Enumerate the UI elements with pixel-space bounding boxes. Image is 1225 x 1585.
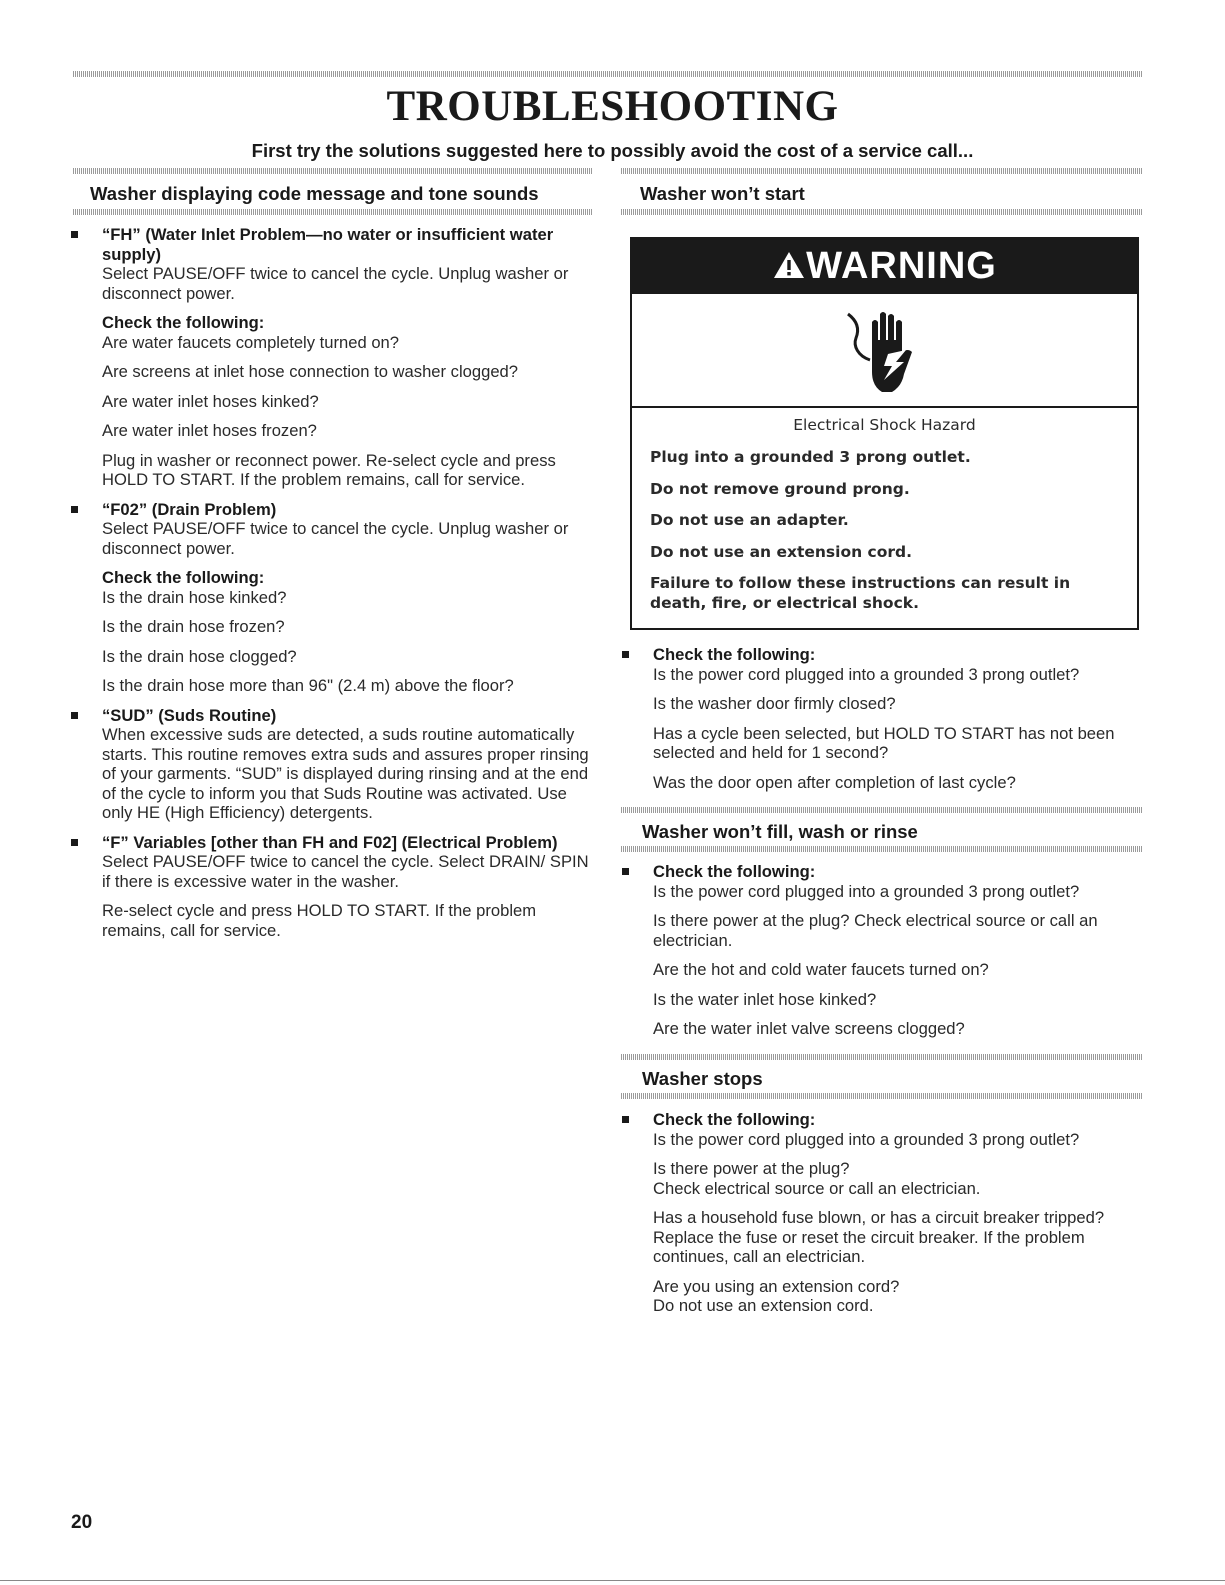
fill-heading-rule-bottom [621, 846, 1142, 852]
washer-stops-checks [622, 1110, 1142, 1326]
section-heading-code-message: Washer displaying code message and tone sounds [90, 183, 539, 204]
warning-line: Do not remove ground prong. [650, 479, 910, 498]
right-heading-rule-top [621, 168, 1142, 174]
item-title: “F” Variables [other than FH and F02] (Electrical Problem) [102, 832, 558, 852]
page-subtitle: First try the solutions suggested here to possibly avoid the cost of a service call... [251, 140, 974, 161]
warning-text [632, 408, 1137, 613]
check-line: Is the drain hose clogged? [102, 646, 297, 666]
check-label: Check the following: [102, 313, 265, 332]
hazard-title: Electrical Shock Hazard [793, 416, 976, 434]
check-line: Is the drain hose kinked? [102, 587, 287, 607]
check-line: Are water faucets completely turned on? [102, 332, 400, 352]
check-line: Is the power cord plugged into a grounded 3 prong outlet? [653, 664, 1080, 684]
check-line: Is the washer door firmly closed? [653, 694, 896, 713]
left-heading-rule-bottom [73, 209, 593, 215]
list-item-start-check [622, 645, 1142, 792]
check-line: Are water inlet hoses kinked? [102, 391, 319, 411]
check-line: Is the drain hose more than 96" (2.4 m) above the floor? [102, 676, 514, 695]
stops-heading-rule-bottom [621, 1093, 1142, 1099]
bullet-icon [71, 712, 78, 719]
warning-line: Do not use an adapter. [650, 511, 849, 529]
top-rule [73, 71, 1142, 77]
item-text: Re-select cycle and press HOLD TO START. If the problem remains, call for service. [102, 901, 537, 940]
check-line: Are the water inlet valve screens clogged? [653, 1019, 965, 1038]
check-line: Has a cycle been selected, but HOLD TO START has not been selected and held for 1 second? [653, 723, 1115, 762]
list-item-stops-check [622, 1110, 1142, 1316]
warning-band [632, 239, 1137, 294]
check-line: Has a household fuse blown, or has a circuit breaker tripped? Replace the fuse or reset the circuit breaker. If the problem continues, call an electrician. [653, 1208, 1105, 1266]
list-item-f02 [71, 500, 593, 696]
page-number: 20 [71, 1512, 93, 1533]
right-heading-rule-bottom [621, 209, 1142, 215]
check-line: Is the drain hose frozen? [102, 617, 285, 636]
list-item-sud [71, 706, 593, 823]
check-line: Check electrical source or call an electrician. [653, 1178, 981, 1198]
check-line: Is the water inlet hose kinked? [653, 989, 877, 1009]
check-line: Are water inlet hoses frozen? [102, 421, 317, 440]
item-title: “F02” (Drain Problem) [102, 499, 277, 519]
shock-icon-area [632, 294, 1137, 408]
check-line: Is the power cord plugged into a grounded 3 prong outlet? [653, 1129, 1080, 1149]
item-text: Select PAUSE/OFF twice to cancel the cycle. Unplug washer or disconnect power. [102, 264, 569, 303]
check-line: Are the hot and cold water faucets turned on? [653, 960, 989, 979]
bottom-edge-line [0, 1580, 1225, 1581]
check-line: Is there power at the plug? [653, 1159, 850, 1178]
wont-fill-checks [622, 862, 1142, 1049]
item-text: Select PAUSE/OFF twice to cancel the cycle. Unplug washer or disconnect power. [102, 519, 569, 558]
fill-heading-rule-top [621, 807, 1142, 813]
bullet-icon [71, 231, 78, 238]
check-line: Was the door open after completion of last cycle? [653, 772, 1016, 792]
list-item-f-variables [71, 833, 593, 941]
list-item-fh [71, 225, 593, 490]
bullet-icon [71, 506, 78, 513]
section-heading-wont-start: Washer won’t start [640, 183, 805, 204]
warning-line: Do not use an extension cord. [650, 542, 913, 561]
list-item-fill-check [622, 862, 1142, 1039]
warning-triangle-icon [772, 250, 806, 280]
bullet-icon [71, 839, 78, 846]
electrical-shock-hand-icon [842, 300, 928, 400]
check-line: Are you using an extension cord? [653, 1276, 900, 1296]
check-label: Check the following: [653, 862, 816, 881]
section-heading-wont-fill: Washer won’t fill, wash or rinse [642, 821, 918, 842]
item-title: “SUD” (Suds Routine) [102, 705, 277, 725]
bullet-icon [622, 1116, 629, 1123]
warning-label: WARNING [806, 245, 997, 287]
warning-box [630, 237, 1139, 630]
check-line: Are screens at inlet hose connection to washer clogged? [102, 362, 519, 381]
check-label: Check the following: [653, 1110, 816, 1129]
check-line: Do not use an extension cord. [653, 1296, 874, 1315]
check-label: Check the following: [653, 645, 816, 664]
section-heading-washer-stops: Washer stops [642, 1068, 763, 1089]
left-column [71, 225, 593, 950]
page-title: TROUBLESHOOTING [386, 83, 839, 130]
wont-start-checks [622, 645, 1142, 802]
stops-heading-rule-top [621, 1054, 1142, 1060]
warning-line: Plug into a grounded 3 prong outlet. [650, 448, 971, 466]
check-line: Is there power at the plug? Check electrical source or call an electrician. [653, 911, 1098, 950]
item-title: “FH” (Water Inlet Problem—no water or insufficient water supply) [102, 225, 554, 264]
check-line: Plug in washer or reconnect power. Re-select cycle and press HOLD TO START. If the problem remains, call for service. [102, 450, 556, 489]
item-text: Select PAUSE/OFF twice to cancel the cycle. Select DRAIN/ SPIN if there is excessive water in the washer. [102, 852, 589, 891]
bullet-icon [622, 868, 629, 875]
check-label: Check the following: [102, 568, 265, 587]
item-text: When excessive suds are detected, a suds routine automatically starts. This routine removes extra suds and assures proper rinsing of your garments. “SUD” is displayed during rinsing and at the end of the cycle to inform you that Suds Routine was activated. Use only HE (High Efficiency) detergents. [102, 725, 589, 822]
left-heading-rule-top [73, 168, 593, 174]
bullet-icon [622, 651, 629, 658]
check-line: Is the power cord plugged into a grounded 3 prong outlet? [653, 881, 1080, 901]
warning-line: Failure to follow these instructions can result in death, fire, or electrical shock. [650, 574, 1071, 612]
